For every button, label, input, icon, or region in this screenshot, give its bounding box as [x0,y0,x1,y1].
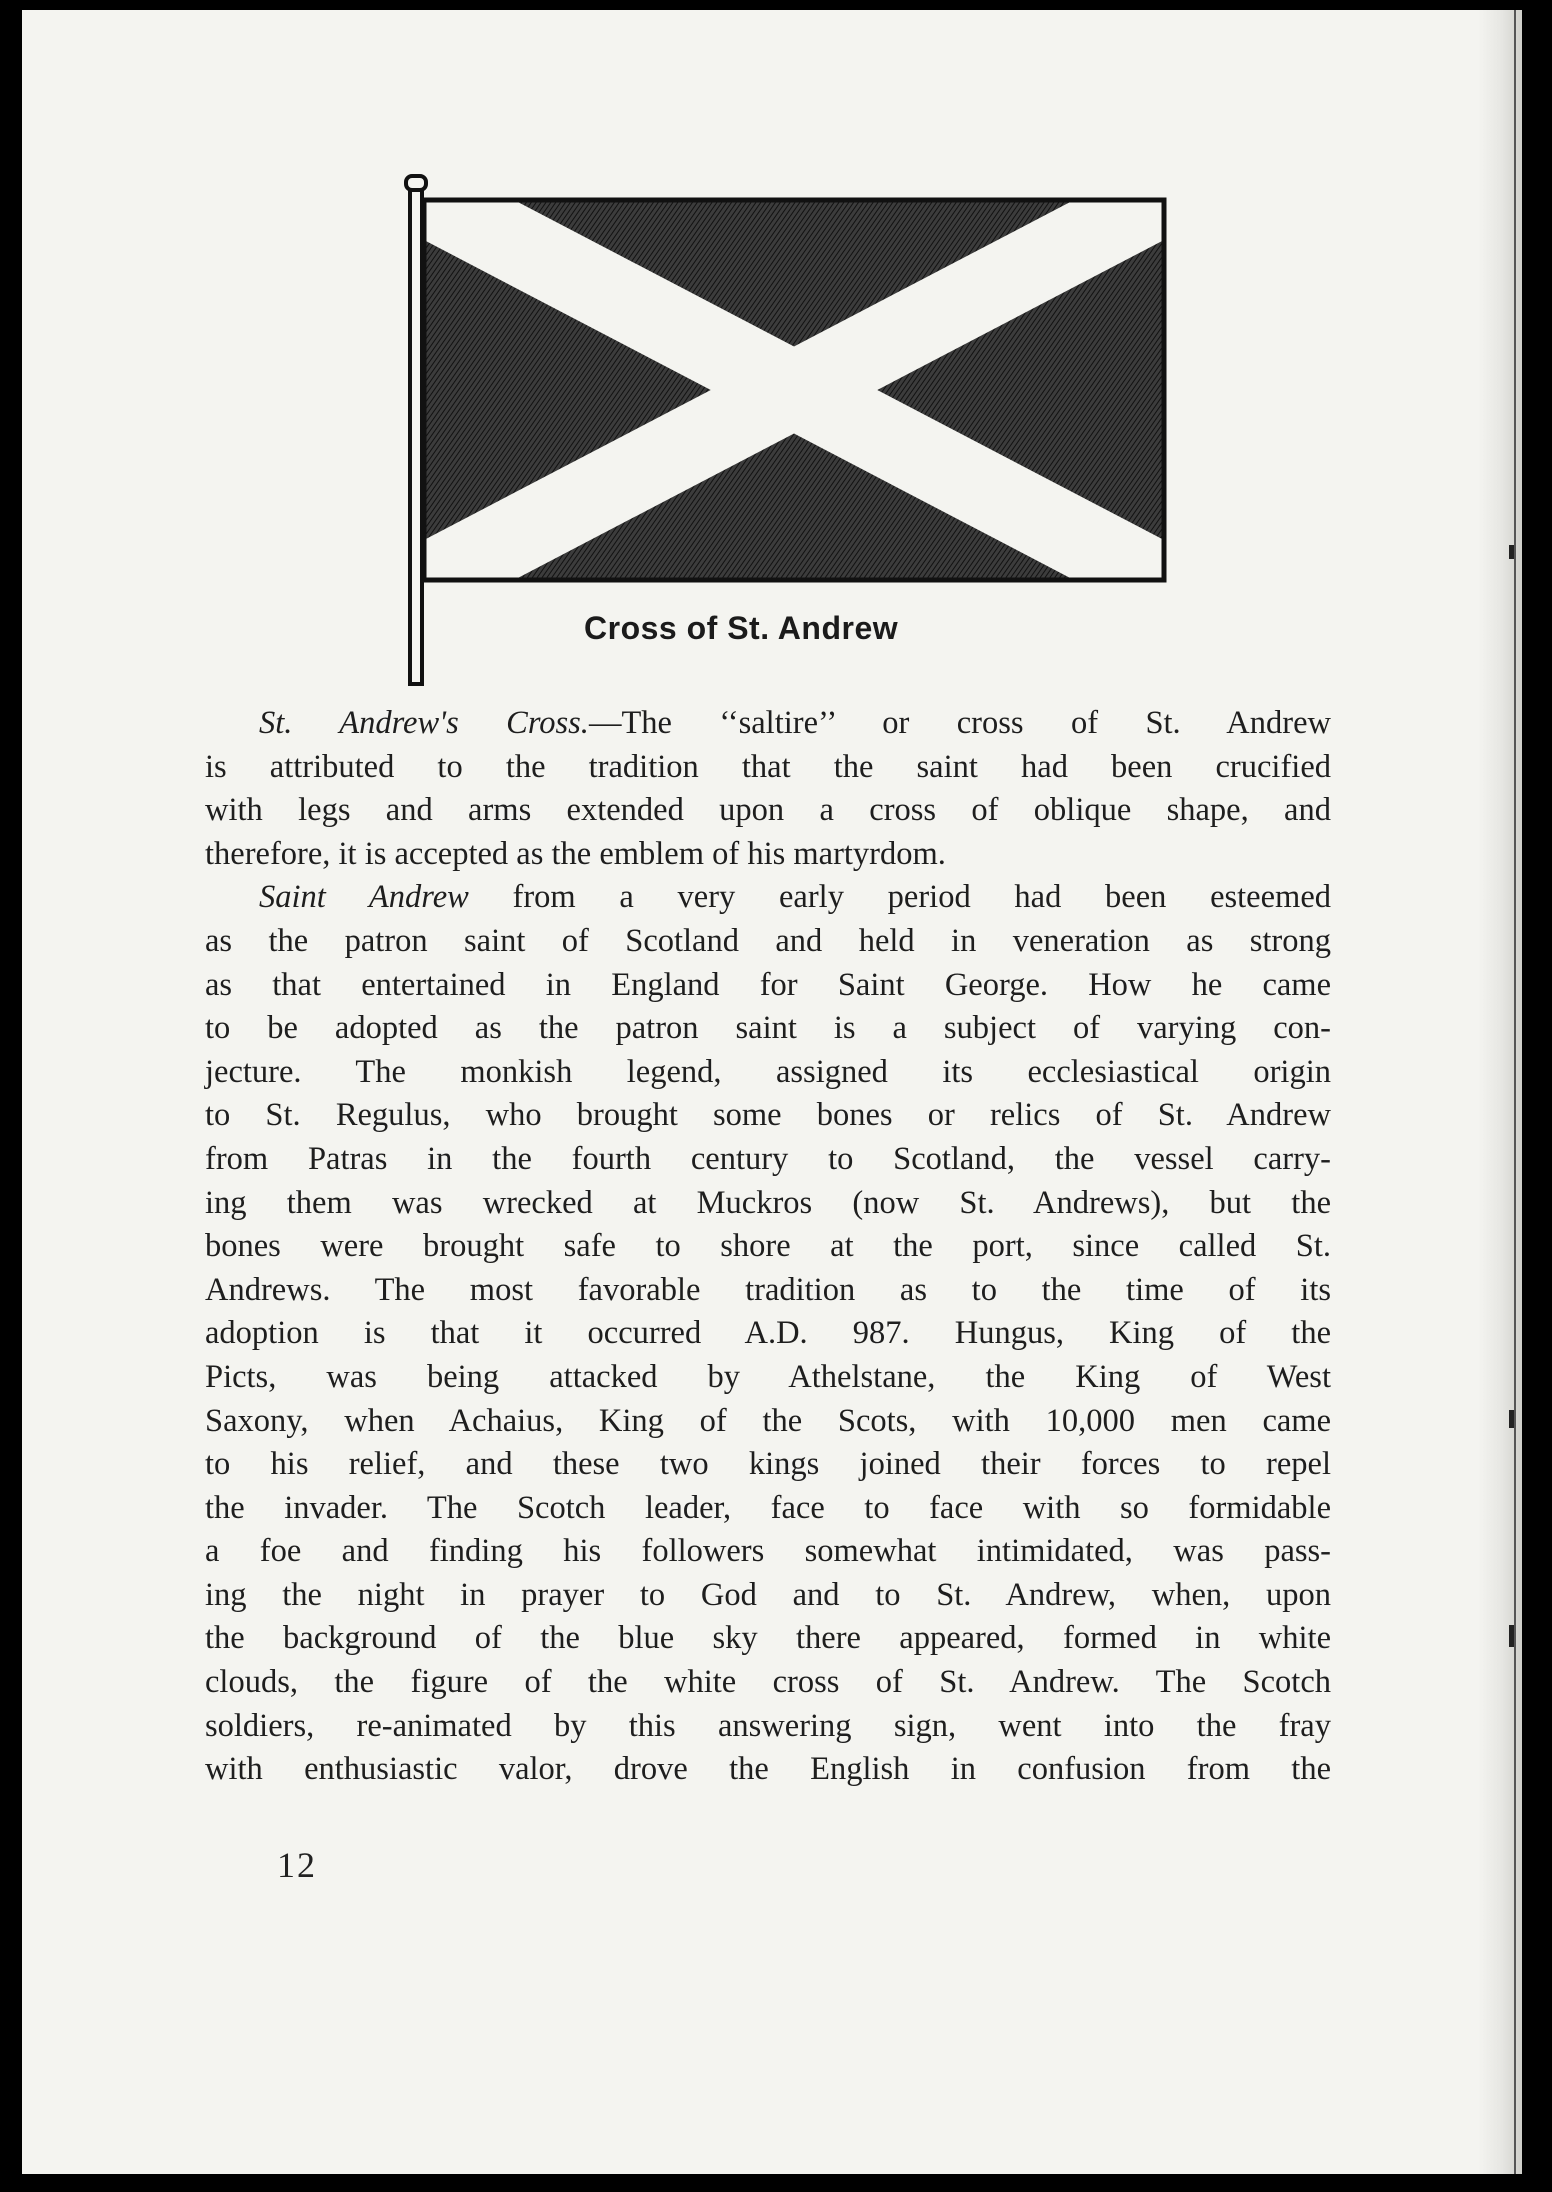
binding-mark [1509,1625,1514,1647]
text-line: Picts, was being attacked by Athelstane, the King of West [205,1358,1331,1395]
binding-mark [1509,545,1514,559]
text-line: Saxony, when Achaius, King of the Scots, with 10,000 men came [205,1402,1331,1439]
text-line: a foe and finding his followers somewhat intimidated, was pass- [205,1533,1331,1570]
text-line: the invader. The Scotch leader, face to face with so formidable [205,1489,1331,1526]
text-line: from Patras in the fourth century to Scotland, the vessel carry- [205,1140,1331,1177]
figure-caption: Cross of St. Andrew [584,610,899,646]
text-line: with legs and arms extended upon a cross of oblique shape, and [205,792,1331,829]
text-line: as that entertained in England for Saint George. How he came [205,966,1331,1003]
text-line: to be adopted as the patron saint is a subject of varying con- [205,1010,1331,1047]
text-line: clouds, the figure of the white cross of St. Andrew. The Scotch [205,1664,1331,1701]
text-line: adoption is that it occurred A.D. 987. Hungus, King of the [205,1315,1331,1352]
paragraph-heading: St. Andrew's Cross. [259,705,589,741]
text-line: St. Andrew's Cross.—The ‘‘saltire’’ or cross of St. Andrew [259,705,1331,741]
text-line: as the patron saint of Scotland and held in veneration as strong [205,922,1331,959]
binding-edge [1514,10,1516,2174]
text-line: to his relief, and these two kings joined their forces to repel [205,1446,1331,1483]
text-line: bones were brought safe to shore at the port, since called St. [205,1228,1331,1265]
page-number: 12 [277,1845,317,1885]
text-line: ing them was wrecked at Muckros (now St. Andrews), but the [205,1184,1331,1221]
text-line: ing the night in prayer to God and to St. Andrew, when, upon [205,1576,1331,1613]
text-line: with enthusiastic valor, drove the English in confusion from the [205,1751,1331,1788]
text-line: jecture. The monkish legend, assigned its ecclesiastical origin [205,1053,1331,1090]
text-line: therefore, it is accepted as the emblem of his martyrdom. [205,835,946,872]
text-line: the background of the blue sky there appeared, formed in white [205,1620,1331,1657]
text-line: to St. Regulus, who brought some bones or relics of St. Andrew [205,1097,1331,1134]
text-line: is attributed to the tradition that the saint had been crucified [205,748,1331,785]
text-line: Saint Andrew from a very early period had been esteemed [259,879,1331,916]
binding-mark [1509,1410,1514,1428]
text-line: soldiers, re-animated by this answering sign, went into the fray [205,1707,1331,1744]
text-line: Andrews. The most favorable tradition as to the time of its [205,1271,1331,1308]
book-page [22,10,1522,2174]
body-text [205,702,1331,1792]
paragraph-heading: Saint Andrew [259,879,469,916]
